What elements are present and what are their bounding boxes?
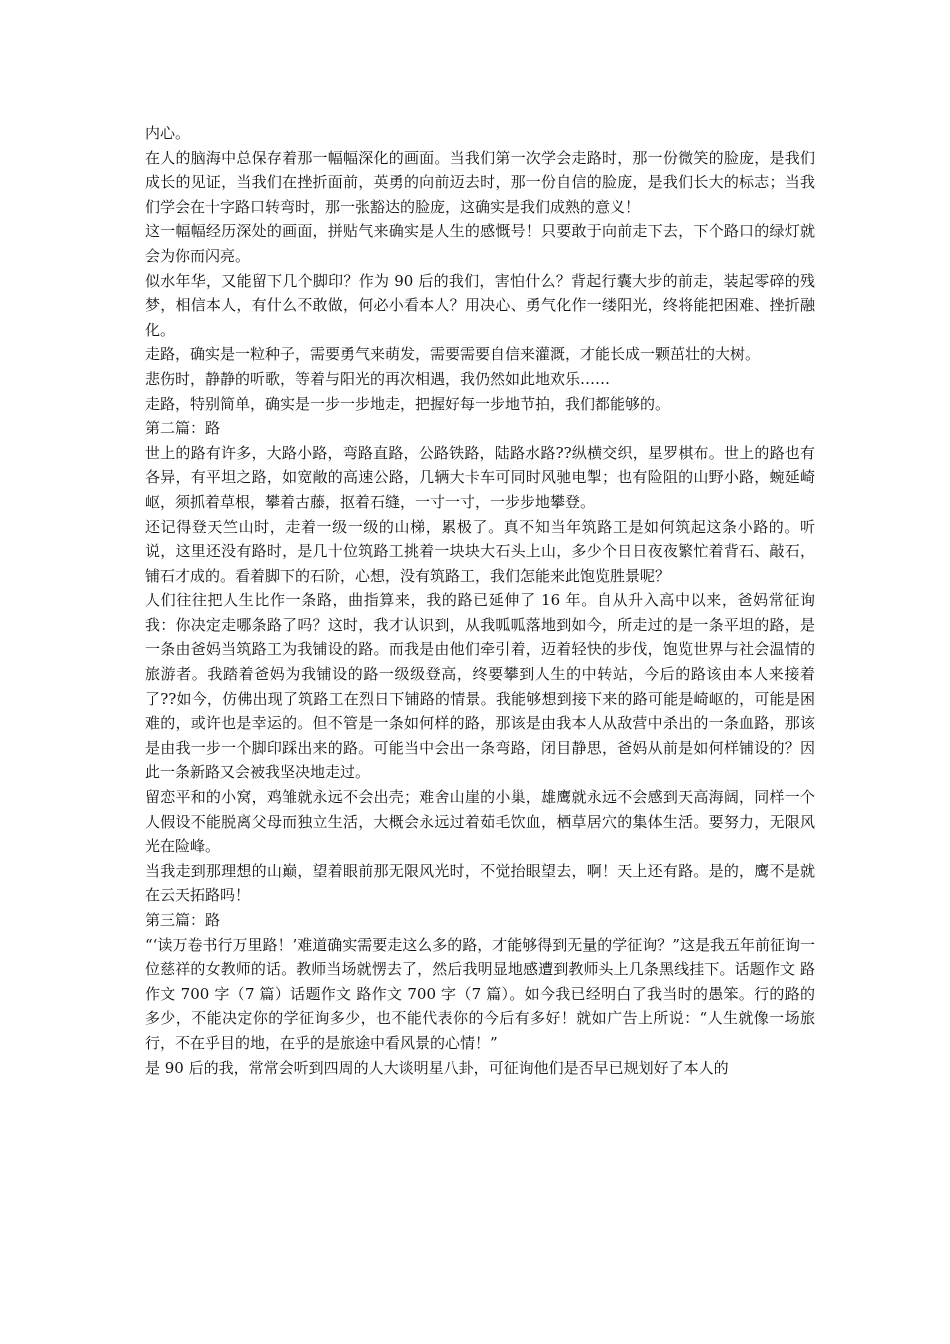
paragraph: 悲伤时，静静的听歌，等着与阳光的再次相遇，我仍然如此地欢乐…… [145,369,611,388]
paragraph: 当我走到那理想的山巅，望着眼前那无限风光时，不觉抬眼望去，啊！天上还有路。是的，鹰不是就在云天拓路吗！ [145,861,815,905]
paragraph: 这一幅幅经历深处的画面，拼贴气来确实是人生的感慨号！只要敢于向前走下去，下个路口的绿灯就会为你而闪亮。 [145,222,815,265]
paragraph: 似水年华，又能留下几个脚印？作为 90 后的我们，害怕什么？背起行囊大步的前走，装起零碎的残梦，相信本人，有什么不敢做，何必小看本人？用决心、勇气化作一缕阳光，终将能把困难、挫折融化。 [145,271,815,339]
paragraph: 人们往往把人生比作一条路，曲指算来，我的路已延伸了 16 年。自从升入高中以来，爸妈常征询我：你决定走哪条路了吗？这时，我才认识到，从我呱呱落地到如今，所走过的是一条平坦的路，是一条由爸妈当筑路工为我铺设的路。而我是由他们牵引着，迈着轻快的步伐，饱览世界与社会温情的旅游者。我踏着爸妈为我铺设的路一级级登高，终要攀到人生的中转站，今后的路该由本人来接着了??如今，仿佛出现了筑路工在烈日下铺路的情景。我能够想到接下来的路可能是崎岖的，可能是困难的，或许也是幸运的。但不管是一条如何样的路，那该是由我本人从敌营中杀出的一条血路，那该是由我一步一个脚印踩出来的路。可能当中会出一条弯路，闭目静思，爸妈从前是如何样铺设的？因此一条新路又会被我坚决地走过。 [145,591,815,782]
paragraph: 留恋平和的小窝，鸡雏就永远不会出壳；难舍山崖的小巢，雄鹰就永远不会感到天高海阔，同样一个人假设不能脱离父母而独立生活，大概会永远过着茹毛饮血，栖草居穴的集体生活。要努力，无限风光在险峰。 [145,788,815,856]
paragraph: 是 90 后的我，常常会听到四周的人大谈明星八卦，可征询他们是否早已规划好了本人的 [145,1058,729,1077]
section-heading: 第二篇：路 [145,419,221,438]
paragraph: 在人的脑海中总保存着那一幅幅深化的画面。当我们第一次学会走路时，那一份微笑的脸庞，是我们成长的见证，当我们在挫折面前，英勇的向前迈去时，那一份自信的脸庞，是我们长大的标志；当我们学会在十字路口转弯时，那一张豁达的脸庞，这确实是我们成熟的意义！ [145,148,815,216]
paragraph: 走路，确实是一粒种子，需要勇气来萌发，需要需要自信来灌溉，才能长成一颗茁壮的大树。 [145,345,761,364]
section-heading: 第三篇：路 [145,911,221,929]
paragraph: 还记得登天竺山时，走着一级一级的山梯，累极了。真不知当年筑路工是如何筑起这条小路的。听说，这里还没有路时，是几十位筑路工挑着一块块大石头上山，多少个日日夜夜繁忙着背石、敲石，铺石才成的。看着脚下的石阶，心想，没有筑路工，我们怎能来此饱览胜景呢？ [145,517,815,585]
paragraph: 走路，特别简单，确实是一步一步地走，把握好每一步地节拍，我们都能够的。 [145,394,671,413]
document-body [145,121,815,1080]
paragraph: 世上的路有许多，大路小路，弯路直路，公路铁路，陆路水路??纵横交织，星罗棋布。世上的路也有各异，有平坦之路，如宽敞的高速公路，几辆大卡车可同时风驰电掣；也有险阻的山野小路，蜿延崎岖，须抓着草根，攀着古藤，抠着石缝，一寸一寸，一步步地攀登。 [145,443,815,511]
paragraph: 内心。 [145,124,191,142]
paragraph: “‘读万卷书行万里路！’难道确实需要走这么多的路，才能够得到无量的学征询？”这是我五年前征询一位慈祥的女教师的话。教师当场就愣去了，然后我明显地感遭到教师头上几条黑线挂下。话题作文 路作文 700 字（7 篇）话题作文 路作文 700 字（7 篇）。如今我已经明白了我当时的愚笨。行的路的多少，不能决定你的学征询多少，也不能代表你的今后有多好！就如广告上所说：“人生就像一场旅行，不在乎目的地，在乎的是旅途中看风景的心情！” [145,935,815,1052]
